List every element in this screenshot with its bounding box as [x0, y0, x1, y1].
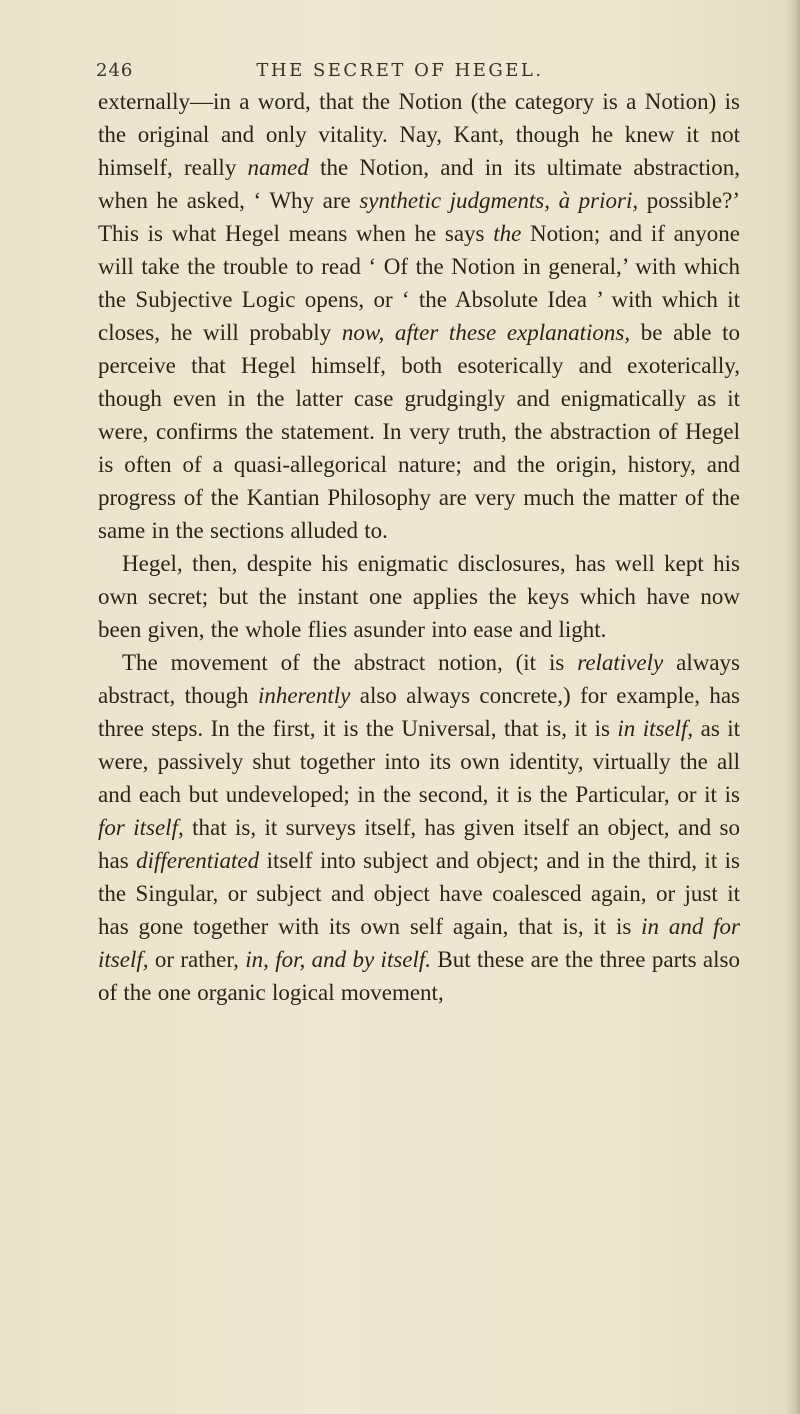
- text-run: externally—in a word, that the Notion (the category is a Notion) is the original and only vitality. Nay, Kant, though he knew it not himself, really: [98, 89, 740, 180]
- paragraph-2: [98, 547, 740, 646]
- body-text: [98, 85, 740, 1009]
- text-run: the Notion, and in its ultimate abstraction, when he asked, ‘ Why are: [98, 155, 740, 213]
- text-run: always abstract, though: [98, 650, 740, 708]
- text-run: Notion; and if anyone will take the trouble to read ‘ Of the Notion in general,’ with which the Subjective Logic opens, or ‘ the Absolute Idea ’ with which it closes, he will probably: [98, 221, 740, 345]
- italic-phrase: named: [247, 155, 309, 180]
- text-run: or rather,: [148, 947, 246, 972]
- italic-phrase: now, after these explanations,: [341, 320, 631, 345]
- text-run: Hegel, then, despite his enigmatic disclosures, has well kept his own secret; but the instant one applies the keys which have now been given, the whole flies asunder into ease and light.: [98, 551, 740, 642]
- text-run: that is, it surveys itself, has given itself an object, and so has: [98, 815, 740, 873]
- paragraph-3: [98, 646, 740, 1009]
- italic-phrase: in and for itself,: [98, 914, 741, 972]
- text-run: But these are the three parts also of the one organic logical movement,: [98, 947, 740, 1005]
- text-run: be able to perceive that Hegel himself, both esoterically and exoterically, though even in the latter case grudgingly and enigmatically as it were, confirms the statement. In very truth, the abstraction of Hegel is often of a quasi-allegorical nature; and the origin, history, and progress of the Kantian Philosophy are very much the matter of the same in the sections alluded to.: [98, 320, 740, 543]
- italic-phrase: the: [493, 221, 522, 246]
- page-number: 246: [96, 60, 134, 81]
- italic-phrase: inherently: [257, 683, 351, 708]
- italic-phrase: relatively: [577, 650, 664, 675]
- italic-phrase: in, for, and by itself.: [245, 947, 432, 972]
- text-run: The movement of the abstract notion, (it is: [122, 650, 578, 675]
- text-run: possible?’ This is what Hegel means when he says: [98, 188, 740, 246]
- italic-phrase: differentiated: [136, 848, 260, 873]
- text-run: itself into subject and object; and in the third, it is the Singular, or subject and object have coalesced again, or just it has gone together with its own self again, that is, it is: [98, 848, 740, 939]
- text-run: as it were, passively shut together into its own identity, virtually the all and each but undeveloped; in the second, it is the Particular, or it is: [98, 716, 740, 807]
- italic-phrase: in itself,: [617, 716, 694, 741]
- italic-phrase: for itself,: [98, 815, 184, 840]
- italic-phrase: synthetic judgments, à priori,: [359, 188, 639, 213]
- page-edge-shadow: [786, 0, 800, 1414]
- running-title: THE SECRET OF HEGEL.: [256, 60, 544, 81]
- text-run: also always concrete,) for example, has three steps. In the first, it is the Universal, that is, it is: [98, 683, 741, 741]
- paragraph-1: [98, 85, 740, 547]
